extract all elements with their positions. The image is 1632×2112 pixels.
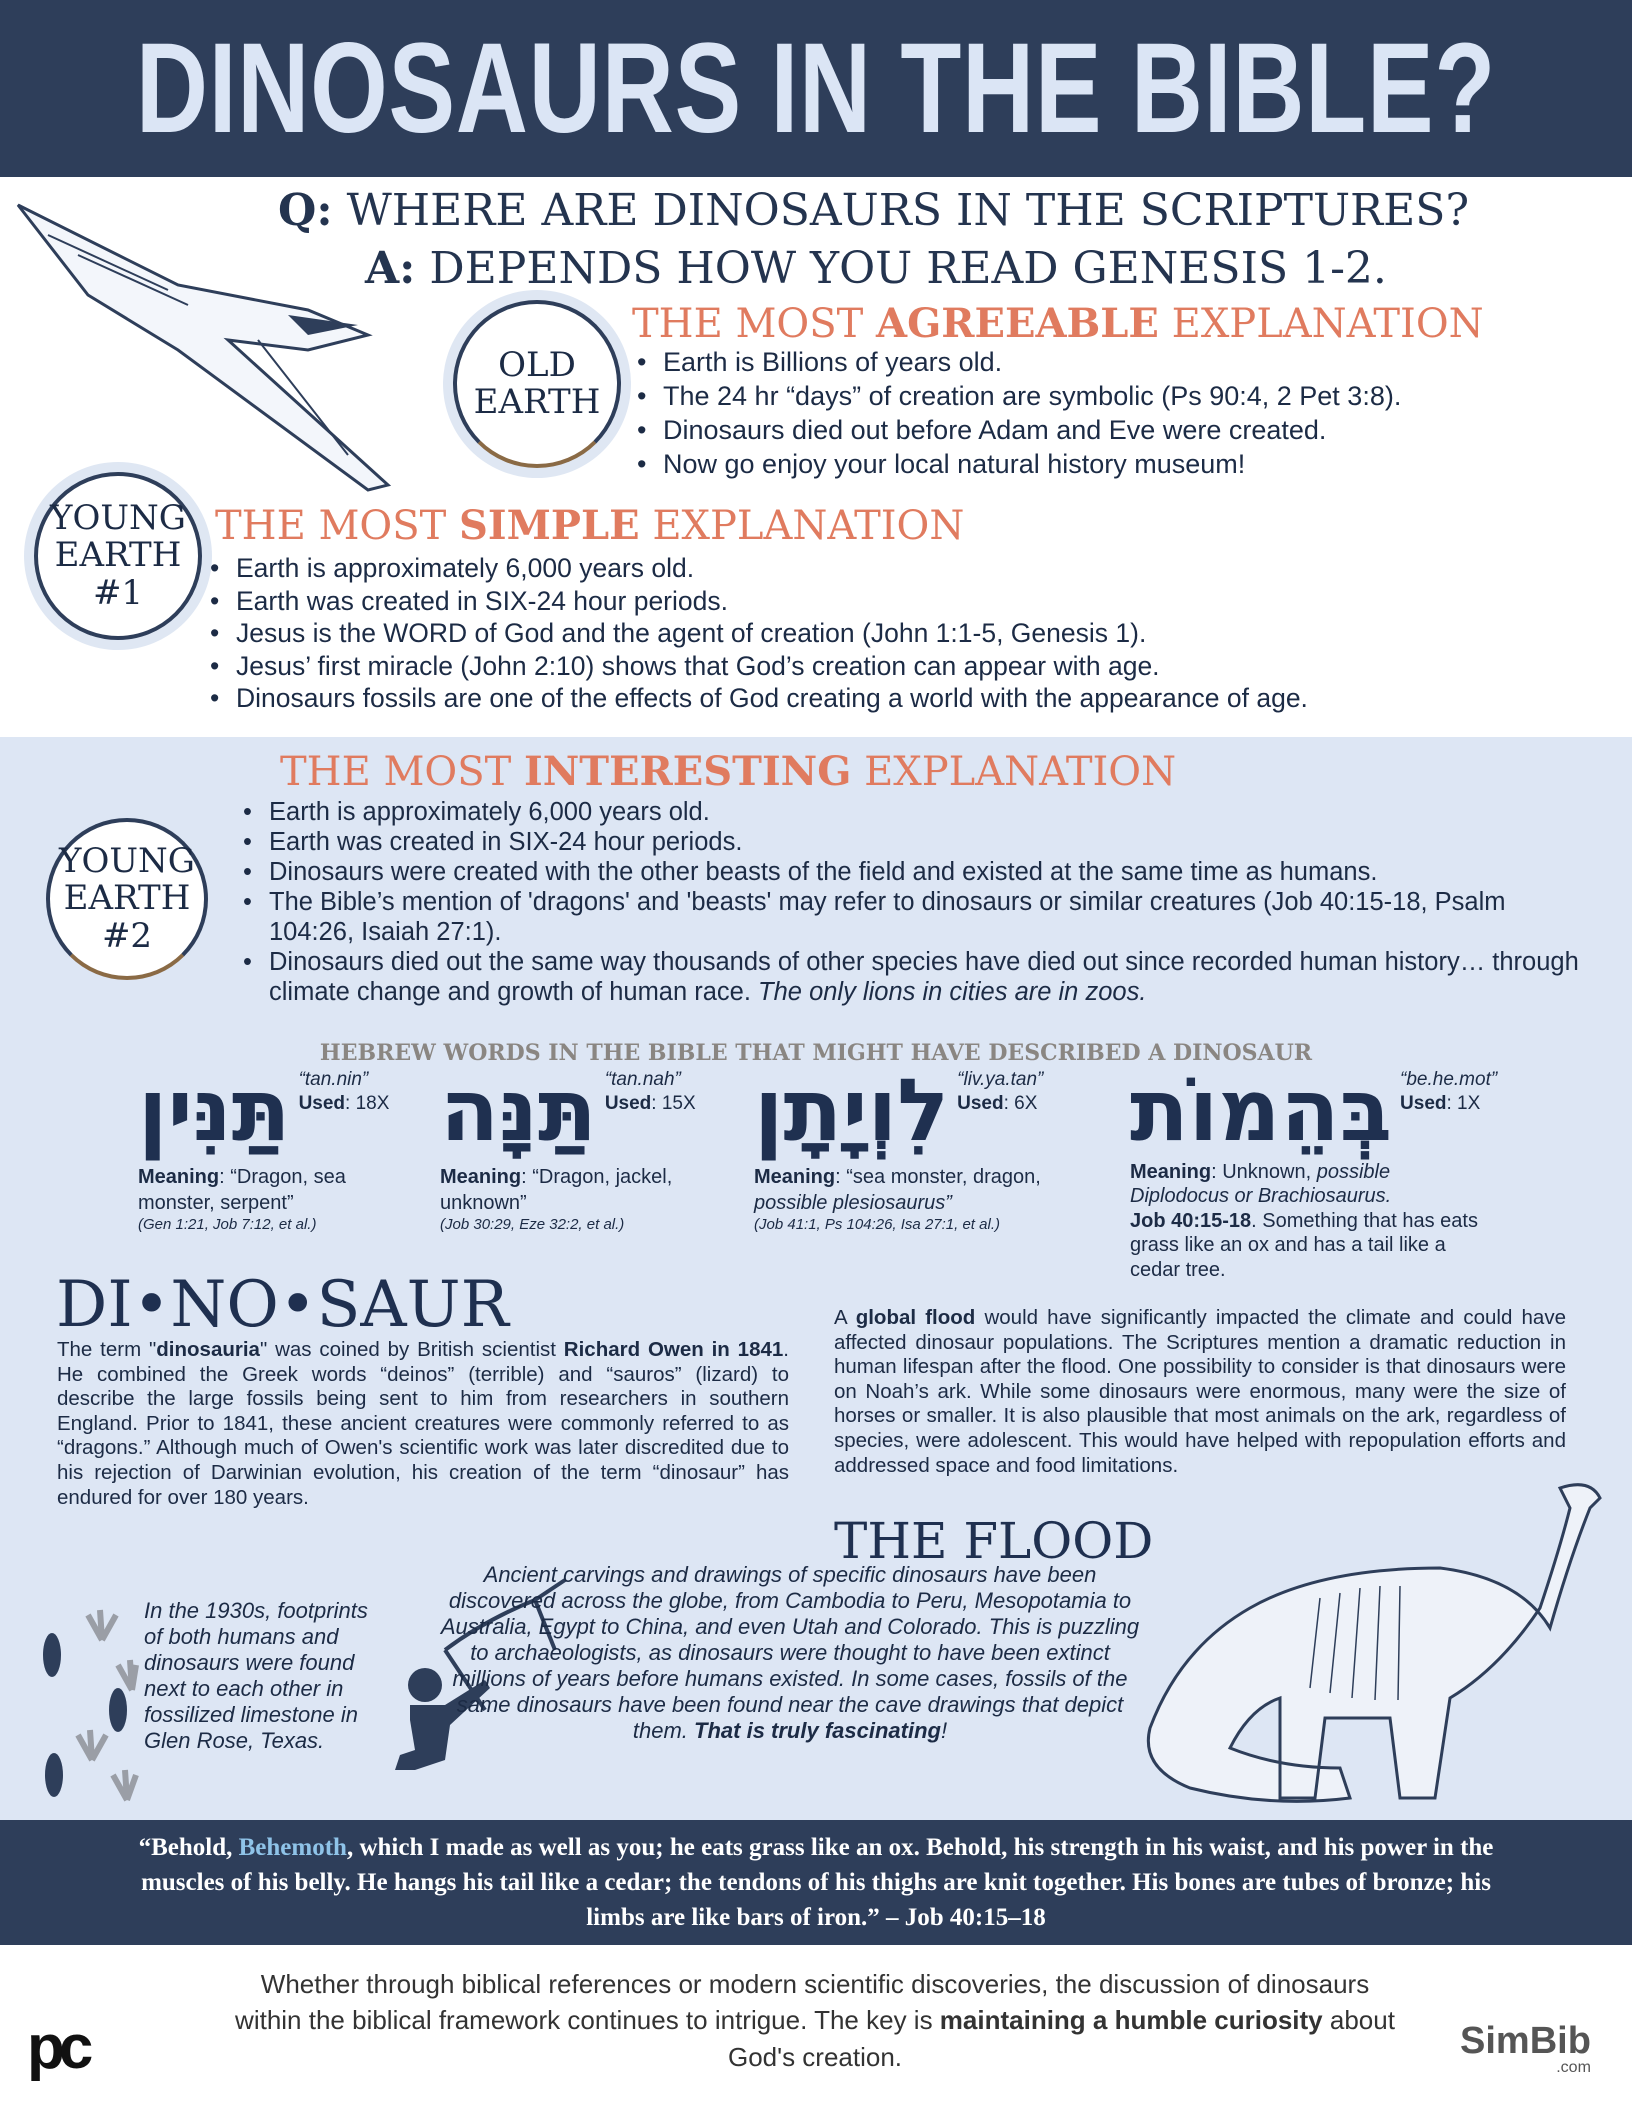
footer-text: Whether through biblical references or modern scientific discoveries, the discussion of dinosaurs within the biblical framework continues to intrigue. The key is maintaining a humble curiosity about God's creation. bbox=[235, 1969, 1395, 2072]
header-banner bbox=[0, 0, 1632, 177]
pc-logo: pc bbox=[27, 2013, 88, 2082]
footprints-icon bbox=[30, 1600, 140, 1820]
question-line: Q: WHERE ARE DINOSAURS IN THE SCRIPTURES? bbox=[278, 185, 1470, 236]
hebrew-word-livyatan: לִוְיָתָן “liv.ya.tan” Used: 6X Meaning: “sea monster, dragon, possible plesiosaurus” (Job 41:1, Ps 104:26, Isa 27:1, et al.) bbox=[754, 1061, 1044, 1233]
young-earth-2-heading: THE MOST INTERESTING EXPLANATION bbox=[280, 748, 1177, 795]
young-earth-1-bullets: • Earth is approximately 6,000 years old. • Earth was created in SIX-24 hour periods. • Jesus is the WORD of God and the agent of creation (John 1:1-5, Genesis 1). • Jesus’ first miracle (John 2:10) shows that God’s creation can appear with age. • Dinosaurs fossils are one of the effects of God creating a world with the appearance of age. bbox=[210, 552, 1308, 715]
dinosaur-paragraph: The term "dinosauria" was coined by British scientist Richard Owen in 1841. He combined the Greek words “deinos” (terrible) and “sauros” (lizard) to describe the large fossils being sent to him from researchers in southern England. Prior to 1841, these ancient creatures were commonly referred to as “dragons.” Although much of Owen's scientific work was later discredited due to his rejection of Darwinian evolution, his creation of the term “dinosaur” has endured for over 180 years. bbox=[57, 1338, 789, 1509]
flood-paragraph: A global flood would have significantly impacted the climate and could have affected dinosaur populations. The Scriptures mention a dramatic reduction in human lifespan after the flood. One possibility to consider is that dinosaurs were on Noah’s ark. While some dinosaurs were enormous, many were the size of horses or smaller. It is also plausible that most animals on the ark, regardless of species, were adolescent. This would have helped with repopulation efforts and addressed space and food limitations. bbox=[834, 1306, 1566, 1477]
young-earth-1-heading: THE MOST SIMPLE EXPLANATION bbox=[215, 502, 965, 549]
old-earth-bullets: • Earth is Billions of years old. • The 24 hr “days” of creation are symbolic (Ps 90:4, 2 Pet 3:8). • Dinosaurs died out before Adam and Eve were created. • Now go enjoy your local natural history museum! bbox=[637, 345, 1401, 481]
young-earth-2-badge: YOUNG EARTH #2 bbox=[46, 818, 208, 980]
old-earth-heading: THE MOST AGREEABLE EXPLANATION bbox=[632, 300, 1484, 347]
flood-title: THE FLOOD bbox=[834, 1512, 1154, 1570]
hebrew-word-tannin: תַּנִּין “tan.nin” Used: 18X Meaning: “Dragon, sea monster, serpent” (Gen 1:21, Job 7:12, et al.) bbox=[138, 1061, 390, 1233]
dinosaur-title: DI•NO•SAUR bbox=[56, 1268, 509, 1342]
simbib-logo: SimBib .com bbox=[1460, 2020, 1591, 2076]
hebrew-word-behemot: בְּהֵמוֹת “be.he.mot” Used: 1X Meaning: Unknown, possible Diplodocus or Brachiosaurus. Job 40:15-18. Something that has eats grass like an ox and has a tail like a cedar tree. bbox=[1130, 1061, 1498, 1281]
young-earth-2-bullets: • Earth is approximately 6,000 years old. • Earth was created in SIX-24 hour periods. • Dinosaurs were created with the other beasts of the field and existed at the same time as humans. • The Bible’s mention of 'dragons' and 'beasts' may refer to dinosaurs or similar creatures (Job 40:15-18, Psalm 104:26, Isaiah 27:1). • Dinosaurs died out the same way thousands of other species have died out since recorded human history… through climate change and growth of human race. The only lions in cities are in zoos. bbox=[243, 797, 1583, 1007]
hebrew-words-header: HEBREW WORDS IN THE BIBLE THAT MIGHT HAVE DESCRIBED A DINOSAUR bbox=[319, 1040, 1313, 1066]
footprints-text: In the 1930s, footprints of both humans and dinosaurs were found next to each other in fossilized limestone in Glen Rose, Texas. bbox=[144, 1598, 368, 1753]
answer-line: A: DEPENDS HOW YOU READ GENESIS 1-2. bbox=[365, 243, 1387, 294]
cave-carvings-text: Ancient carvings and drawings of specific dinosaurs have been discovered across the globe, from Cambodia to Peru, Mesopotamia to Australia, Egypt to China, and even Utah and Colorado. This is puzzling to archaeologists, as dinosaurs were thought to have been extinct millions of years before humans existed. In some cases, fossils of the same dinosaurs have been found near the cave drawings that depict them. That is truly fascinating! bbox=[440, 1562, 1140, 1743]
brachiosaurus-illustration bbox=[1140, 1468, 1610, 1813]
young-earth-1-badge: YOUNG EARTH #1 bbox=[34, 472, 202, 640]
job-quote-banner: “Behold, Behemoth, which I made as well as you; he eats grass like an ox. Behold, his strength in his waist, and his power in the muscles of his belly. He hangs his tail like a cedar; the tendons of his thighs are knit together. His bones are tubes of bronze; his limbs are like bars of iron.” – Job 40:15–18 bbox=[0, 1820, 1632, 1945]
old-earth-badge: OLD EARTH bbox=[453, 300, 621, 468]
page-title: DINOSAURS IN THE BIBLE? bbox=[135, 17, 1497, 160]
behemoth-highlight: Behemoth bbox=[238, 1834, 347, 1861]
hebrew-word-tannah: תַּנָּה “tan.nah” Used: 15X Meaning: “Dragon, jackel, unknown” (Job 30:29, Eze 32:2, et al.) bbox=[440, 1061, 696, 1233]
